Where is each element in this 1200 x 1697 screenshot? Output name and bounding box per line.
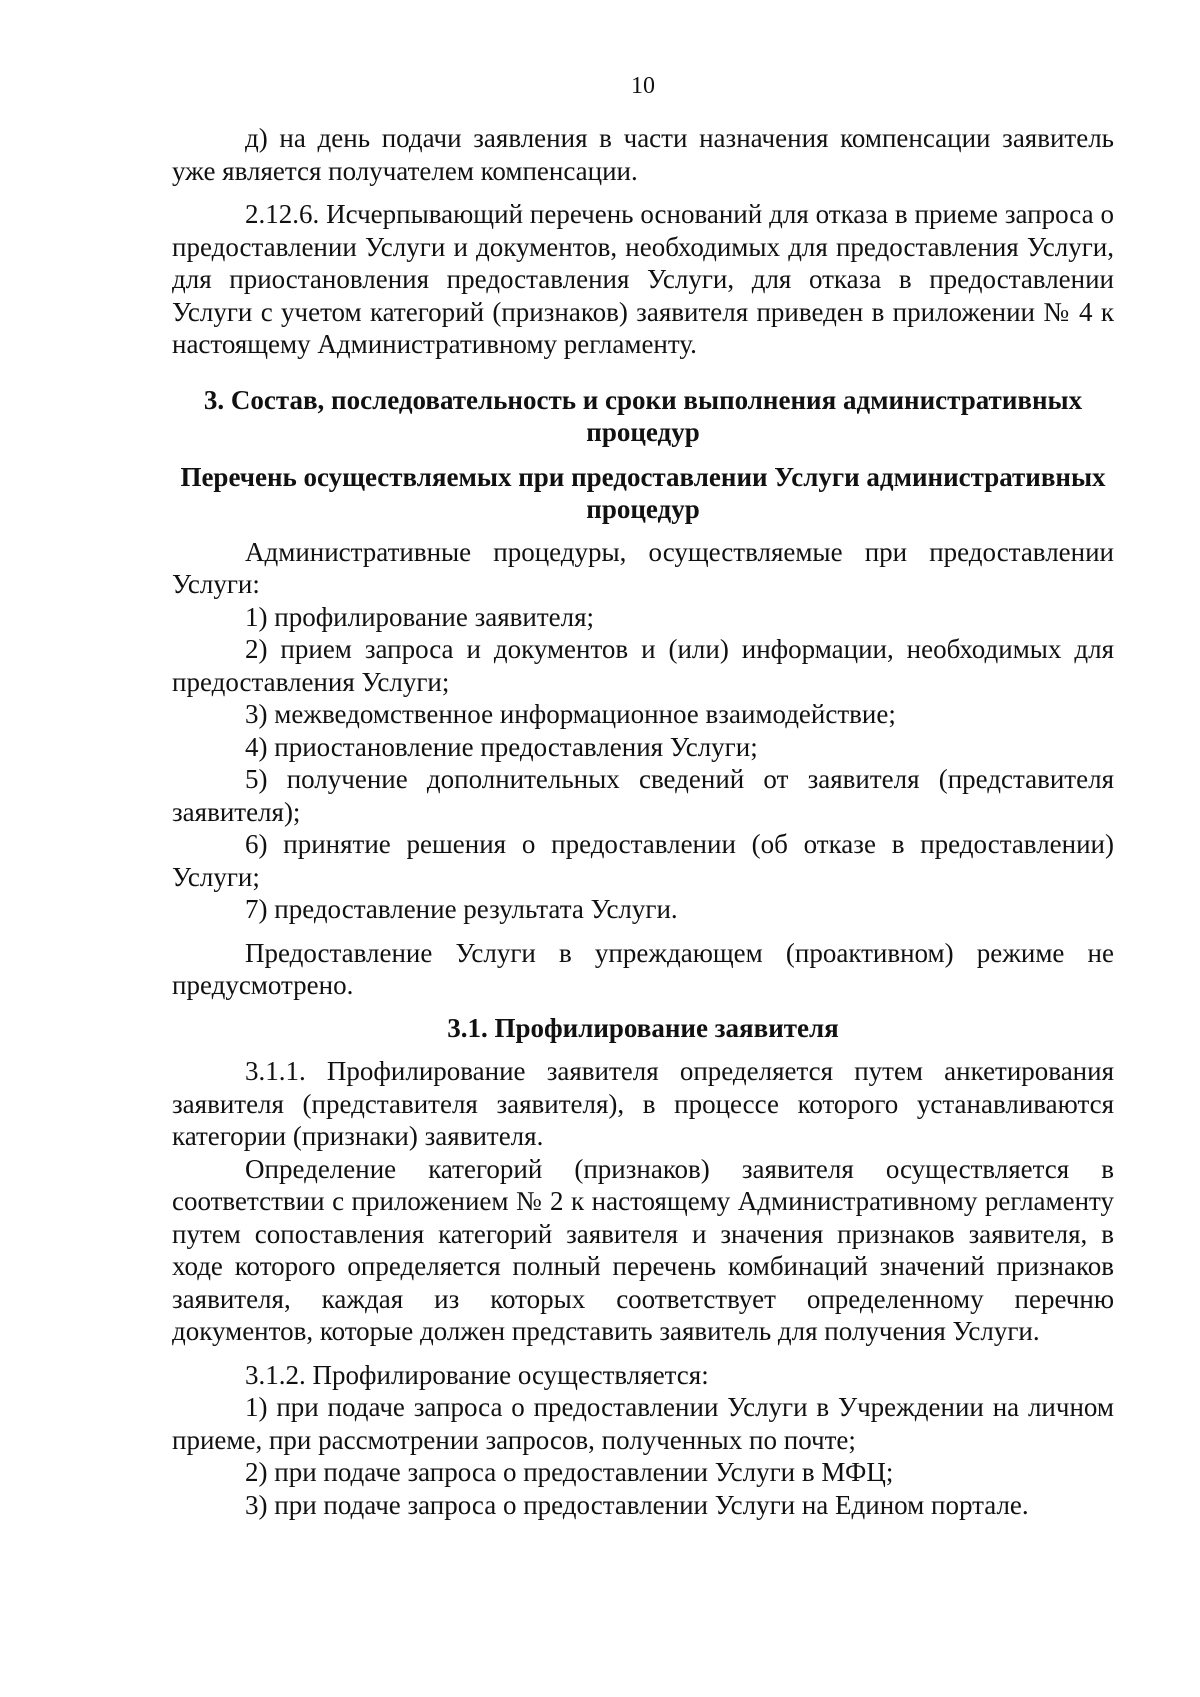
profiling-item: 3) при подаче запроса о предоставлении Услуги на Едином портале. xyxy=(245,1489,1029,1520)
procedures-intro: Административные процедуры, осуществляемые при предоставлении Услуги: xyxy=(172,536,1114,599)
paragraph-categories-definition: Определение категорий (признаков) заявителя осуществляется в соответствии с приложением № 2 к настоящему Административному регламенту путем сопоставления категорий заявителя и значения признаков заявителя, в ходе которого определяется полный перечень комбинаций значений признаков заявителя, каждая из которых соответствует определенному перечню документов, которые должен представить заявитель для получения Услуги. xyxy=(172,1153,1114,1346)
paragraph-3-1-2: 3.1.2. Профилирование осуществляется: xyxy=(245,1359,709,1390)
section-3-subtitle: Перечень осуществляемых при предоставлении Услуги административных процедур xyxy=(180,461,1106,524)
page-number: 10 xyxy=(631,73,655,99)
procedure-item: 7) предоставление результата Услуги. xyxy=(245,894,678,924)
profiling-item: 1) при подаче запроса о предоставлении Услуги в Учреждении на личном приеме, при рассмотрении запросов, полученных по почте; xyxy=(172,1392,1114,1455)
procedure-item: 6) принятие решения о предоставлении (об отказе в предоставлении) Услуги; xyxy=(172,829,1114,892)
procedure-item: 4) приостановление предоставления Услуги; xyxy=(245,731,758,762)
profiling-item: 2) при подаче запроса о предоставлении Услуги в МФЦ; xyxy=(245,1457,894,1487)
section-3-1-title: 3.1. Профилирование заявителя xyxy=(447,1012,839,1043)
document-page xyxy=(172,70,1114,1521)
procedure-item: 2) прием запроса и документов и (или) информации, необходимых для предоставления Услуги; xyxy=(172,634,1114,697)
paragraph-3-1-1: 3.1.1. Профилирование заявителя определяется путем анкетирования заявителя (представителя заявителя), в процессе которого устанавливаются категории (признаки) заявителя. xyxy=(172,1056,1114,1151)
procedure-item: 5) получение дополнительных сведений от заявителя (представителя заявителя); xyxy=(172,764,1114,827)
paragraph-2-12-6: 2.12.6. Исчерпывающий перечень оснований для отказа в приеме запроса о предоставлении Услуги и документов, необходимых для предоставления Услуги, для приостановления предоставления Услуги, для отказа в предоставлении Услуги с учетом категорий (признаков) заявителя приведен в приложении № 4 к настоящему Административному регламенту. xyxy=(172,199,1114,359)
proactive-mode-paragraph: Предоставление Услуги в упреждающем (проактивном) режиме не предусмотрено. xyxy=(172,937,1114,1000)
section-3-title: 3. Состав, последовательность и сроки выполнения административных процедур xyxy=(203,384,1083,447)
procedure-item: 1) профилирование заявителя; xyxy=(245,601,595,632)
procedure-item: 3) межведомственное информационное взаимодействие; xyxy=(245,699,896,729)
paragraph-d-compensation: д) на день подачи заявления в части назначения компенсации заявитель уже является получателем компенсации. xyxy=(172,123,1114,186)
